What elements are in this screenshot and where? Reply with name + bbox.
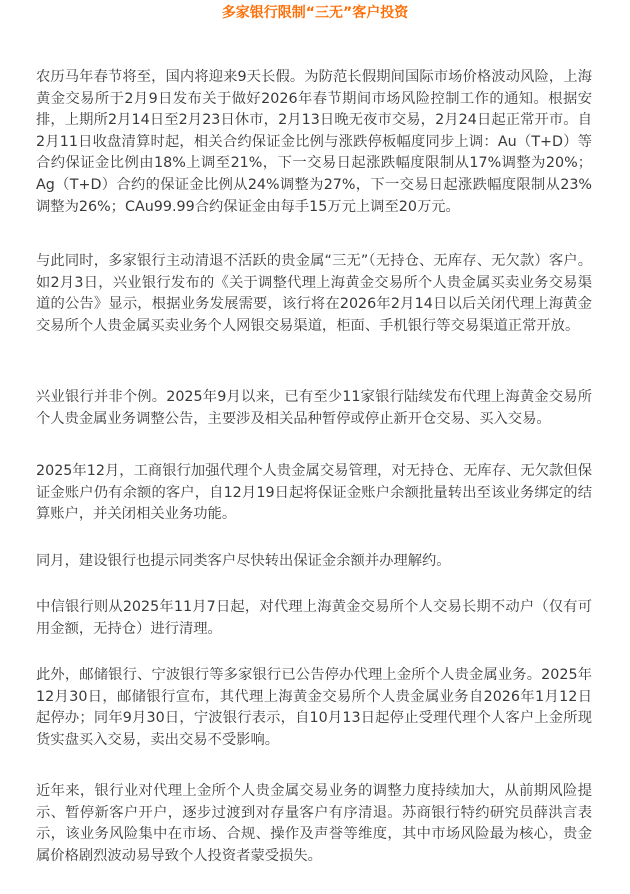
paragraph-3: 兴业银行并非个例。2025年9月以来，已有至少11家银行陆续发布代理上海黄金交易所个人贵金属业务调整公告，主要涉及相关品种暂停或停止新开仓交易、买入交易。 (36, 389, 592, 427)
paragraph-1: 农历马年春节将至，国内将迎来9天长假。为防范长假期间国际市场价格波动风险，上海黄金交易所于2月9日发布关于做好2026年春节期间市场风险控制工作的通知。根据安排，上期所2月14日至2月23日休市，2月13日晚无夜市交易，2月24日起正常开市。自2月11日收盘清算时起，相关合约保证金比例与涨跌停板幅度同步上调：Au（T+D）等合约保证金比例由18%上调至21%，下一交易日起涨跌幅度限制从17%调整为20%；Ag（T+D）合约的保证金比例从24%调整为27%，下一交易日起涨跌幅度限制从23%调整为26%；CAu99.99合约保证金由每手15万元上调至20万元。 (36, 69, 592, 215)
paragraph-4: 2025年12月，工商银行加强代理个人贵金属交易管理，对无持仓、无库存、无欠款但保证金账户仍有余额的客户，自12月19日起将保证金账户余额批量转出至该业务绑定的结算账户，并关闭相关业务功能。 (36, 463, 592, 523)
paragraph-2: 与此同时，多家银行主动清退不活跃的贵金属“三无”（无持仓、无库存、无欠款）客户。如2月3日，兴业银行发布的《关于调整代理上海黄金交易所个人贵金属买卖业务交易渠道的公告》显示，根据业务发展需要，该行将在2026年2月14日以后关闭代理上海黄金交易所个人贵金属买卖业务个人网银交易渠道，柜面、手机银行等交易渠道正常开放。 (36, 253, 592, 334)
paragraph-5: 同月，建设银行也提示同类客户尽快转出保证金余额并办理解约。 (36, 553, 451, 569)
paragraph-8: 近年来，银行业对代理上金所个人贵金属交易业务的调整力度持续加大，从前期风险提示、暂停新客户开户，逐步过渡到对存量客户有序清退。苏商银行特约研究员薛洪言表示，该业务风险集中在市场、合规、操作及声誉等维度，其中市场风险最为核心，贵金属价格剧烈波动易导致个人投资者蒙受损失。 (36, 783, 592, 864)
paragraph-6: 中信银行则从2025年11月7日起，对代理上海黄金交易所个人交易长期不动户（仅有可用金额，无持仓）进行清理。 (36, 599, 592, 637)
article-title: 多家银行限制“三无”客户投资 (221, 5, 409, 21)
paragraph-7: 此外，邮储银行、宁波银行等多家银行已公告停办代理上金所个人贵金属业务。2025年12月30日，邮储银行宣布，其代理上海黄金交易所个人贵金属业务自2026年1月12日起停办；同年9月30日，宁波银行表示，自10月13日起停止受理代理个人客户上金所现货实盘买入交易，卖出交易不受影响。 (36, 667, 592, 748)
